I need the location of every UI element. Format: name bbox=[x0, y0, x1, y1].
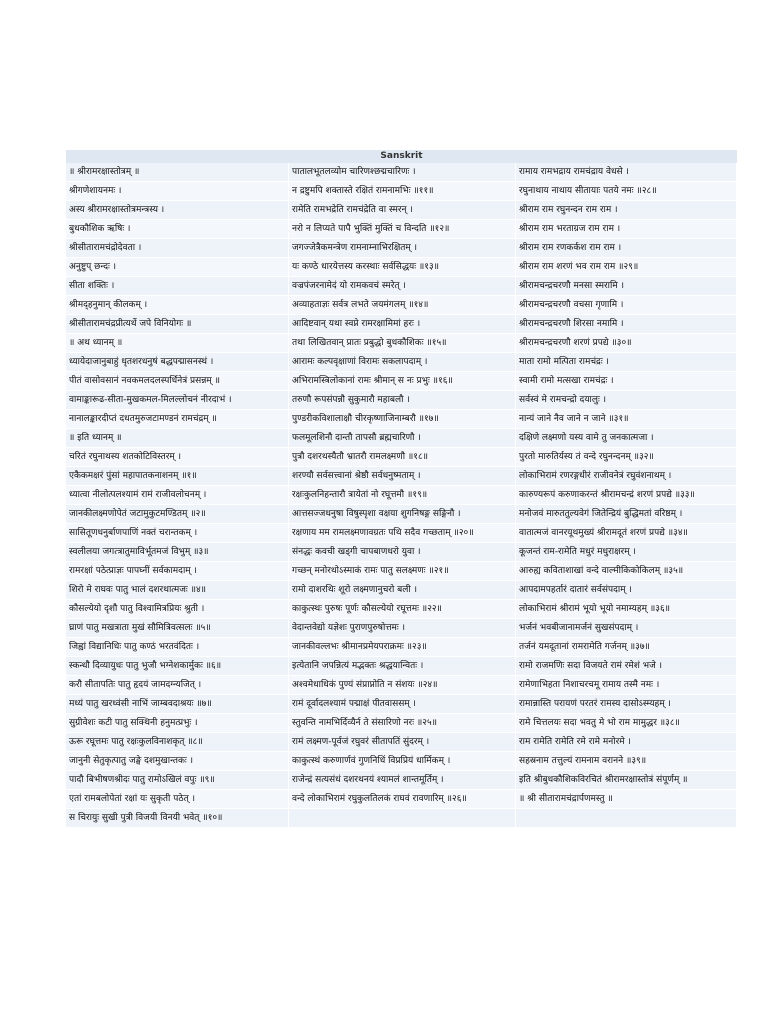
table-cell-col-3: आरुह्य कविताशाखां वन्दे वाल्मीकिकोकिलम् ॥३५॥ bbox=[516, 562, 737, 581]
table-row bbox=[66, 809, 737, 828]
table-row bbox=[66, 562, 737, 581]
table-row bbox=[66, 334, 737, 353]
table-cell-col-3: नान्यं जाने नैव जाने न जाने ॥३१॥ bbox=[516, 410, 737, 429]
table-cell-col-2: रक्षणाय मम रामलक्ष्मणावग्रतः पथि सदैव गच्छताम् ॥२०॥ bbox=[289, 524, 516, 543]
table-cell-col-2: न द्रष्टुमपि शक्तास्ते रक्षितं रामनामभिः ॥११॥ bbox=[289, 182, 516, 201]
table-cell-col-1: स चिरायुः सुखी पुत्री विजयी विनयी भवेत् ॥१०॥ bbox=[66, 809, 289, 828]
table-cell-col-1: सुग्रीवेशः कटी पातु सक्थिनी हनुमत्प्रभुः । bbox=[66, 714, 289, 733]
table-cell-col-1: अनुष्टुप् छन्दः । bbox=[66, 258, 289, 277]
table-row bbox=[66, 638, 737, 657]
table-row bbox=[66, 790, 737, 809]
table-cell-col-1: जिह्वां विद्यानिधिः पातु कण्ठं भरतवंदितः । bbox=[66, 638, 289, 657]
table-cell-col-1: रामरक्षां पठेत्प्राज्ञः पापघ्नीं सर्वकामदाम् । bbox=[66, 562, 289, 581]
table-cell-col-1: ॥ श्रीरामरक्षास्तोत्रम् ॥ bbox=[66, 163, 289, 182]
table-cell-col-2: तथा लिखितवान् प्रातः प्रबुद्धो बुधकौशिकः ॥१५॥ bbox=[289, 334, 516, 353]
table-cell-col-1: घ्राणं पातु मखत्राता मुखं सौमित्रिवत्सलः ॥५॥ bbox=[66, 619, 289, 638]
table-row bbox=[66, 239, 737, 258]
table-row bbox=[66, 315, 737, 334]
table-cell-col-3: इति श्रीबुधकौशिकविरचितं श्रीरामरक्षास्तोत्रं संपूर्णम् ॥ bbox=[516, 771, 737, 790]
table-cell-col-3: स्वामी रामो मत्सखा रामचंद्रः । bbox=[516, 372, 737, 391]
table-row bbox=[66, 182, 737, 201]
table-cell-col-1: सासितूणधनुर्बाणपाणिं नक्तं चरान्तकम् । bbox=[66, 524, 289, 543]
table-cell-col-2: रामो दाशरथिः शूरो लक्ष्मणानुचरो बली । bbox=[289, 581, 516, 600]
table-cell-col-3: पुरतो मारुतिर्यस्य तं वन्दे रघुनन्दनम् ॥३२॥ bbox=[516, 448, 737, 467]
table-cell-col-3: श्रीरामचन्द्रचरणौ वचसा गृणामि । bbox=[516, 296, 737, 315]
table-cell-col-3: रामान्नास्ति परायणं परतरं रामस्य दासोऽस्म्यहम् । bbox=[516, 695, 737, 714]
sanskrit-text-table bbox=[66, 150, 737, 828]
table-cell-col-2: राजेन्द्रं सत्यसंधं दशरथनयं श्यामलं शान्तमूर्तिम् । bbox=[289, 771, 516, 790]
table-row bbox=[66, 372, 737, 391]
table-cell-col-1: ॥ अथ ध्यानम् ॥ bbox=[66, 334, 289, 353]
table-cell-col-2: आदिष्टवान् यथा स्वप्ने रामरक्षामिमां हरः । bbox=[289, 315, 516, 334]
table-row bbox=[66, 600, 737, 619]
table-cell-col-2: रामेति रामभद्रेति रामचंद्रेति वा स्मरन् । bbox=[289, 201, 516, 220]
table-cell-col-1: अस्य श्रीरामरक्षास्तोत्रमन्त्रस्य । bbox=[66, 201, 289, 220]
table-row bbox=[66, 619, 737, 638]
table-cell-col-3 bbox=[516, 809, 737, 828]
table-cell-col-3: श्रीरामचन्द्रचरणौ मनसा स्मरामि । bbox=[516, 277, 737, 296]
table-cell-col-3: कूजन्तं राम-रामेति मधुरं मधुराक्षरम् । bbox=[516, 543, 737, 562]
table-cell-col-3: रामे चित्तलयः सदा भवतु मे भो राम मामुद्धर ॥३८॥ bbox=[516, 714, 737, 733]
table-row bbox=[66, 524, 737, 543]
table-row bbox=[66, 733, 737, 752]
table-cell-col-2: काकुत्स्थः पुरुषः पूर्णः कौसल्येयो रघूत्तमः ॥२२॥ bbox=[289, 600, 516, 619]
table-cell-col-3: सर्वस्वं मे रामचन्द्रो दयालुः । bbox=[516, 391, 737, 410]
table-cell-col-2: पातालभूतलव्योम चारिणश्छद्मचारिणः । bbox=[289, 163, 516, 182]
table-cell-col-1: शिरो मे राघवः पातु भालं दशरथात्मजः ॥४॥ bbox=[66, 581, 289, 600]
table-row bbox=[66, 657, 737, 676]
table-cell-col-1: श्रीसीतारामचंद्रप्रीत्यर्थे जपे विनियोगः ॥ bbox=[66, 315, 289, 334]
table-row bbox=[66, 163, 737, 182]
table-cell-col-1: कौसल्येयो दृशौ पातु विश्वामित्रप्रियः श्रुती । bbox=[66, 600, 289, 619]
table-row bbox=[66, 714, 737, 733]
table-row bbox=[66, 391, 737, 410]
table-row bbox=[66, 448, 737, 467]
table-cell-col-2: शरण्यौ सर्वसत्त्वानां श्रेष्ठौ सर्वधनुष्मताम् । bbox=[289, 467, 516, 486]
table-cell-col-2: वेदान्तवेद्यो यज्ञेशः पुराणपुरुषोत्तमः । bbox=[289, 619, 516, 638]
table-cell-col-3: श्रीरामचन्द्रचरणौ शिरसा नमामि । bbox=[516, 315, 737, 334]
table-cell-col-2: अभिरामस्त्रिलोकानां रामः श्रीमान् स नः प्रभुः ॥१६॥ bbox=[289, 372, 516, 391]
table-cell-col-2: वन्दे लोकाभिरामं रघुकुलतिलकं राघवं रावणारिम् ॥२६॥ bbox=[289, 790, 516, 809]
table-row bbox=[66, 429, 737, 448]
table-cell-col-1: स्वलीलया जगत्त्रातुमाविर्भूतमजं विभुम् ॥३॥ bbox=[66, 543, 289, 562]
table-cell-col-2: आरामः कल्पवृक्षाणां विरामः सकलापदाम् । bbox=[289, 353, 516, 372]
table-cell-col-2: रक्षःकुलनिहन्तारौ त्रायेतां नो रघूत्तमौ ॥१९॥ bbox=[289, 486, 516, 505]
table-cell-col-1: ऊरू रघूत्तमः पातु रक्षःकुलविनाशकृत् ॥८॥ bbox=[66, 733, 289, 752]
table-cell-col-1: स्कन्धौ दिव्यायुधः पातु भुजौ भग्नेशकार्मुकः ॥६॥ bbox=[66, 657, 289, 676]
table-cell-col-2: वज्रपंजरनामेदं यो रामकवचं स्मरेत् । bbox=[289, 277, 516, 296]
table-row bbox=[66, 277, 737, 296]
table-header-sanskrit: Sanskrit bbox=[66, 150, 737, 163]
table-cell-col-2: गच्छन् मनोरथोऽस्माकं रामः पातु सलक्ष्मणः ॥२१॥ bbox=[289, 562, 516, 581]
table-cell-col-2: जगज्जेत्रैकमन्त्रेण रामनाम्नाभिरक्षितम् । bbox=[289, 239, 516, 258]
table-cell-col-3: कारुण्यरूपं करुणाकरन्तं श्रीरामचन्द्रं शरणं प्रपद्ये ॥३३॥ bbox=[516, 486, 737, 505]
table-cell-col-2: अव्याहताज्ञः सर्वत्र लभते जयमंगलम् ॥१४॥ bbox=[289, 296, 516, 315]
table-cell-col-2: अश्वमेधाधिकं पुण्यं संप्राप्नोति न संशयः ॥२४॥ bbox=[289, 676, 516, 695]
table-row bbox=[66, 296, 737, 315]
table-row bbox=[66, 676, 737, 695]
table-row bbox=[66, 486, 737, 505]
table-cell-col-1: नानालङ्कारदीप्तं दधतमुरुजटामण्डनं रामचंद्रम् ॥ bbox=[66, 410, 289, 429]
table-cell-col-3: राम रामेति रामेति रमे रामे मनोरमे । bbox=[516, 733, 737, 752]
table-cell-col-1: एतां रामबलोपेतां रक्षां यः सुकृती पठेत् । bbox=[66, 790, 289, 809]
table-cell-col-3: भर्जनं भवबीजानामर्जनं सुखसंपदाम् । bbox=[516, 619, 737, 638]
table-row bbox=[66, 353, 737, 372]
table-cell-col-1: पादौ बिभीषणश्रीदः पातु रामोऽखिलं वपुः ॥९॥ bbox=[66, 771, 289, 790]
table-cell-col-3: लोकाभिरामं श्रीरामं भूयो भूयो नमाम्यहम् ॥३६॥ bbox=[516, 600, 737, 619]
table-cell-col-3: रामाय रामभद्राय रामचंद्राय वेधसे । bbox=[516, 163, 737, 182]
table-cell-col-1: करौ सीतापतिः पातु हृदयं जामदग्न्यजित् । bbox=[66, 676, 289, 695]
table-row bbox=[66, 543, 737, 562]
table-cell-col-2: आत्तसज्जधनुषा विषुस्पृशा वक्षया शुगनिषङ्ग सङ्गिनौ । bbox=[289, 505, 516, 524]
table-cell-col-1: श्रीगणेशायनमः । bbox=[66, 182, 289, 201]
table-cell-col-2: पुत्रौ दशरथस्यैतौ भ्रातरौ रामलक्ष्मणौ ॥१८॥ bbox=[289, 448, 516, 467]
table-cell-col-2: जानकीवल्लभः श्रीमानप्रमेयपराक्रमः ॥२३॥ bbox=[289, 638, 516, 657]
table-cell-col-1: श्रीमद्हनुमान् कीलकम् । bbox=[66, 296, 289, 315]
table-cell-col-2 bbox=[289, 809, 516, 828]
table-row bbox=[66, 752, 737, 771]
table-cell-col-1: ध्यात्वा नीलोत्पलश्यामं रामं राजीवलोचनम् । bbox=[66, 486, 289, 505]
table-row bbox=[66, 258, 737, 277]
table-cell-col-3: लोकाभिरामं रणरङ्गधीरं राजीवनेत्रं रघुवंशनाथम् । bbox=[516, 467, 737, 486]
table-row bbox=[66, 581, 737, 600]
table-row bbox=[66, 220, 737, 239]
table-cell-col-3: तर्जनं यमदूतानां रामरामेति गर्जनम् ॥३७॥ bbox=[516, 638, 737, 657]
table-cell-col-2: संनद्धः कवची खड्गी चापबाणधरो युवा । bbox=[289, 543, 516, 562]
table-cell-col-2: इत्येतानि जपन्नित्यं मद्भक्तः श्रद्धयान्वितः । bbox=[289, 657, 516, 676]
table-cell-col-1: ॥ इति ध्यानम् ॥ bbox=[66, 429, 289, 448]
table-cell-col-3: रघुनाथाय नाथाय सीतायाः पतये नमः ॥२८॥ bbox=[516, 182, 737, 201]
table-cell-col-3: ॥ श्री सीतारामचंद्रार्पणमस्तु ॥ bbox=[516, 790, 737, 809]
table-cell-col-1: एकैकमक्षरं पुंसां महापातकनाशनम् ॥१॥ bbox=[66, 467, 289, 486]
table-cell-col-1: सीता शक्तिः । bbox=[66, 277, 289, 296]
table-cell-col-2: पुण्डरीकविशालाक्षौ चीरकृष्णाजिनाम्बरौ ॥१७॥ bbox=[289, 410, 516, 429]
table-cell-col-2: काकुत्स्थं करुणार्णवं गुणनिधिं विप्रप्रियं धार्मिकम् । bbox=[289, 752, 516, 771]
table-row bbox=[66, 771, 737, 790]
table-cell-col-2: नरो न लिप्यते पापै भुक्तिं मुक्तिं च विन्दति ॥१२॥ bbox=[289, 220, 516, 239]
table-header-row bbox=[66, 150, 737, 163]
table-cell-col-2: तरुणौ रूपसंपन्नौ सुकुमारौ महाबलौ । bbox=[289, 391, 516, 410]
table-cell-col-3: श्रीराम राम भरताग्रज राम राम । bbox=[516, 220, 737, 239]
table-cell-col-1: जानकीलक्ष्मणोपेतं जटामुकुटमण्डितम् ॥२॥ bbox=[66, 505, 289, 524]
table-cell-col-3: मनोजवं मारुततुल्यवेगं जितेन्द्रियं बुद्धिमतां वरिष्ठम् । bbox=[516, 505, 737, 524]
table-cell-col-3: माता रामो मत्पिता रामचंद्रः । bbox=[516, 353, 737, 372]
table-cell-col-1: बुधकौशिक ऋषिः । bbox=[66, 220, 289, 239]
table-cell-col-1: चरितं रघुनाथस्य शतकोटिविस्तरम् । bbox=[66, 448, 289, 467]
table-row bbox=[66, 505, 737, 524]
table-cell-col-1: वामाङ्कारूढ-सीता-मुखकमल-मिलल्लोचनं नीरदाभं । bbox=[66, 391, 289, 410]
table-cell-col-2: फलमूलशिनौ दान्तौ तापसौ ब्रह्मचारिणौ । bbox=[289, 429, 516, 448]
table-cell-col-1: श्रीसीतारामचंद्रोदेवता । bbox=[66, 239, 289, 258]
table-cell-col-3: श्रीराम राम रणकर्कश राम राम । bbox=[516, 239, 737, 258]
table-cell-col-2: रामं दूर्वादलश्यामं पद्माक्षं पीतवाससम् । bbox=[289, 695, 516, 714]
table-cell-col-3: श्रीराम राम शरणं भव राम राम ॥२९॥ bbox=[516, 258, 737, 277]
table-cell-col-3: रामेणाभिहता निशाचरचमू रामाय तस्मै नमः । bbox=[516, 676, 737, 695]
table-cell-col-2: स्तुवन्ति नामभिर्दिव्यैर्न ते संसारिणो नरः ॥२५॥ bbox=[289, 714, 516, 733]
table-cell-col-3: आपदामपहर्तारं दातारं सर्वसंपदाम् । bbox=[516, 581, 737, 600]
table-cell-col-2: रामं लक्ष्मण-पूर्वजं रघुवरं सीतापतिं सुंदरम् । bbox=[289, 733, 516, 752]
table-cell-col-1: ध्यायेदाजानुबाहुं धृतशरधनुषं बद्धपद्मासनस्थं । bbox=[66, 353, 289, 372]
table-cell-col-3: श्रीराम राम रघुनन्दन राम राम । bbox=[516, 201, 737, 220]
table-cell-col-3: दक्षिणे लक्ष्मणो यस्य वामे तु जनकात्मजा । bbox=[516, 429, 737, 448]
table-cell-col-2: यः कण्ठे धारयेत्तस्य करस्थाः सर्वसिद्धयः ॥१३॥ bbox=[289, 258, 516, 277]
table-row bbox=[66, 695, 737, 714]
table-cell-col-3: रामो राजमणिः सदा विजयते रामं रमेशं भजे । bbox=[516, 657, 737, 676]
table-row bbox=[66, 410, 737, 429]
table-cell-col-1: पीतं वासोवसानं नवकमलदलस्पर्धिनेत्रं प्रसन्नम् ॥ bbox=[66, 372, 289, 391]
table-row bbox=[66, 201, 737, 220]
table-cell-col-3: श्रीरामचन्द्रचरणौ शरणं प्रपद्ये ॥३०॥ bbox=[516, 334, 737, 353]
table-cell-col-1: जानुनी सेतुकृत्पातु जङ्घे दशमुखान्तकः । bbox=[66, 752, 289, 771]
table-cell-col-3: वातात्मजं वानरयूथमुख्यं श्रीरामदूतं शरणं प्रपद्ये ॥३४॥ bbox=[516, 524, 737, 543]
table-cell-col-1: मध्यं पातु खरध्वंसी नाभिं जाम्बवदाश्रयः ॥७॥ bbox=[66, 695, 289, 714]
table-cell-col-3: सहस्रनाम तत्तुल्यं रामनाम वरानने ॥३९॥ bbox=[516, 752, 737, 771]
table-row bbox=[66, 467, 737, 486]
